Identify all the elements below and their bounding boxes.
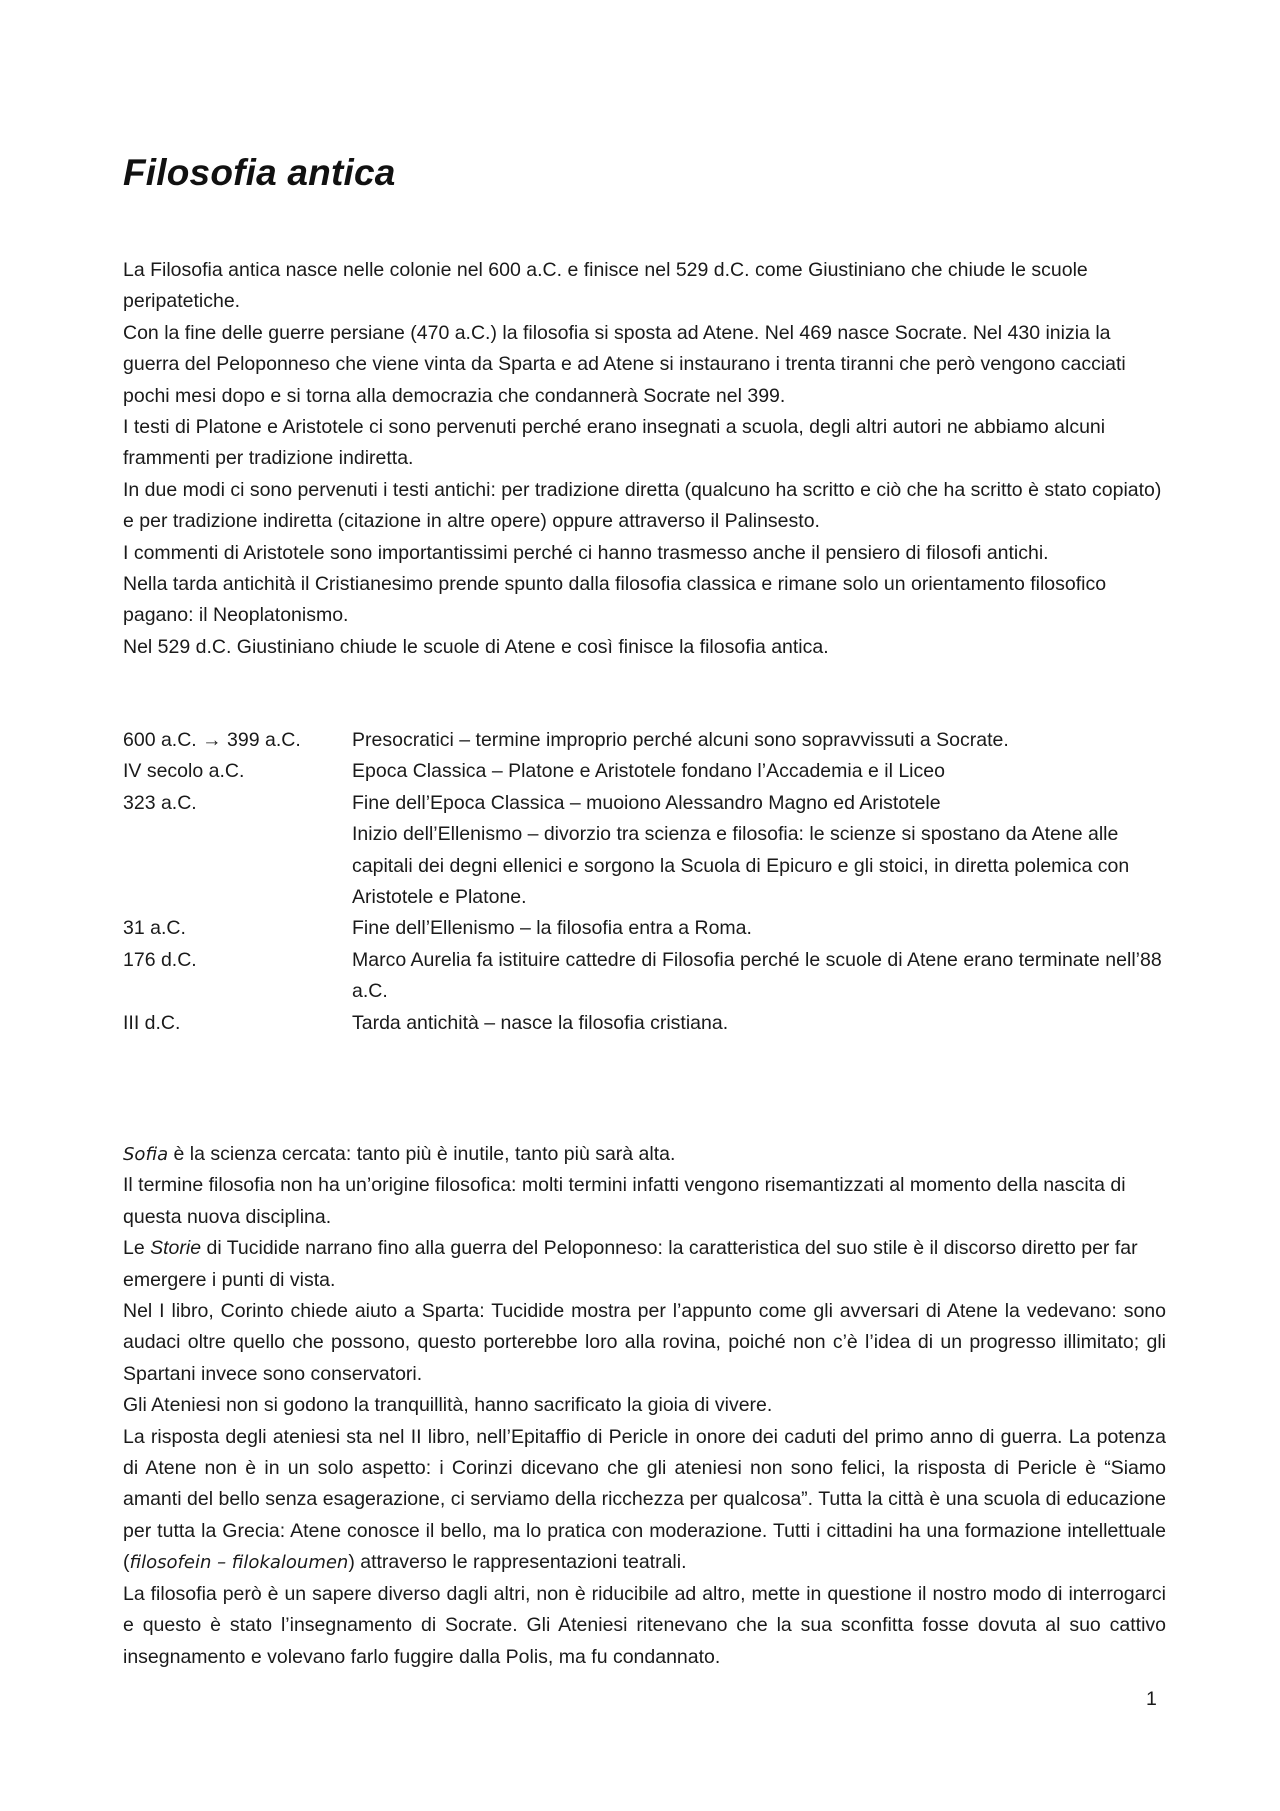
timeline-row	[123, 725, 1173, 756]
text-run: Le	[123, 1237, 151, 1260]
timeline-row	[123, 945, 1173, 1008]
text-run: ) attraverso le rappresentazioni teatrali.	[348, 1551, 687, 1574]
timeline-row	[123, 1008, 1173, 1039]
storie-paragraph	[123, 1233, 1166, 1296]
intro-paragraph: In due modi ci sono pervenuti i testi antichi: per tradizione diretta (qualcuno ha scritto e ciò che ha scritto è stato copiato) e per tradizione indiretta (citazione in altre opere) oppure attraverso il Palinsesto.	[123, 478, 1162, 533]
intro-paragraph: Nel 529 d.C. Giustiniano chiude le scuole di Atene e così finisce la filosofia antica.	[123, 635, 829, 658]
body-paragraph: Gli Ateniesi non si godono la tranquillità, hanno sacrificato la gioia di vivere.	[123, 1394, 773, 1417]
timeline-row	[123, 788, 1173, 819]
timeline-date: 323 a.C.	[123, 791, 197, 814]
body-paragraph: Il termine filosofia non ha un’origine filosofica: molti termini infatti vengono risemantizzati al momento della nascita di questa nuova disciplina.	[123, 1174, 1126, 1228]
timeline-description: Fine dell’Ellenismo – la filosofia entra a Roma.	[352, 917, 752, 940]
timeline-description: Inizio dell’Ellenismo – divorzio tra scienza e filosofia: le scienze si spostano da Atene alle capitali dei degni ellenici e sorgono la Scuola di Epicuro e gli stoici, in diretta polemica con Aristotele e Platone.	[352, 823, 1130, 909]
intro-section	[123, 255, 1163, 663]
timeline-description: Presocratici – termine improprio perché alcuni sono sopravvissuti a Socrate.	[352, 729, 1009, 751]
page-title: Filosofia antica	[123, 152, 396, 193]
sofia-paragraph	[123, 1139, 1166, 1170]
body-paragraph: La filosofia però è un sapere diverso dagli altri, non è riducibile ad altro, mette in questione il nostro modo di interrogarci e questo è stato l’insegnamento di Socrate. Gli Ateniesi ritenevano che la sua sconfitta fosse dovuta al suo cattivo insegnamento e volevano farlo fuggire dalla Polis, ma fu condannato.	[123, 1582, 1166, 1668]
timeline-description: Marco Aurelia fa istituire cattedre di Filosofia perché le scuole di Atene erano terminate nell’88 a.C.	[352, 948, 1162, 1003]
timeline-date	[123, 819, 352, 913]
text-run: La risposta degli ateniesi sta nel II libro, nell’Epitaffio di Pericle in onore dei caduti del primo anno di guerra. La potenza di Atene non è in un solo aspetto: i Corinzi dicevano che gli ateniesi non sono felici, la risposta di Pericle è “Siamo amanti del bello senza esagerazione, ci serviamo della ricchezza per qualcosa”. Tutta la città è una scuola di educazione per tutta la Grecia: Atene conosce il bello, ma lo pratica con moderazione. Tutti i cittadini ha una formazione intellettuale (	[123, 1425, 1166, 1574]
text-run: di Tucidide narrano fino alla guerra del Peloponneso: la caratteristica del suo stile è il discorso diretto per far emergere i punti di vista.	[123, 1237, 1138, 1291]
body-paragraph: Nel I libro, Corinto chiede aiuto a Sparta: Tucidide mostra per l’appunto come gli avversari di Atene la vedevano: sono audaci oltre quello che possono, questo porterebbe loro alla rovina, poiché non c’è l’idea di un progresso illimitato; gli Spartani invece sono conservatori.	[123, 1300, 1166, 1385]
sofia-definition: è la scienza cercata: tanto più è inutile, tanto più sarà alta.	[168, 1143, 676, 1165]
timeline-description: Fine dell’Epoca Classica – muoiono Alessandro Magno ed Aristotele	[352, 791, 941, 814]
timeline-date: 600 a.C. → 399 a.C.	[123, 729, 301, 751]
storie-title: Storie	[150, 1237, 202, 1260]
timeline-row	[123, 756, 1173, 787]
timeline-row	[123, 819, 1173, 913]
timeline-description: Tarda antichità – nasce la filosofia cristiana.	[352, 1011, 729, 1034]
intro-paragraph: I testi di Platone e Aristotele ci sono pervenuti perché erano insegnati a scuola, degli altri autori ne abbiamo alcuni frammenti per tradizione indiretta.	[123, 416, 1106, 470]
sofia-term: Sofia	[123, 1144, 169, 1165]
timeline-date: 176 d.C.	[123, 948, 197, 971]
intro-paragraph: I commenti di Aristotele sono importantissimi perché ci hanno trasmesso anche il pensiero di filosofi antichi.	[123, 541, 1049, 564]
timeline-date: III d.C.	[123, 1011, 181, 1034]
intro-paragraph: Con la fine delle guerre persiane (470 a.C.) la filosofia si sposta ad Atene. Nel 469 nasce Socrate. Nel 430 inizia la guerra del Peloponneso che viene vinta da Sparta e ad Atene si instaurano i trenta tiranni che però vengono cacciati pochi mesi dopo e si torna alla democrazia che condannerà Socrate nel 399.	[123, 321, 1126, 407]
timeline-date: 31 a.C.	[123, 917, 186, 940]
sofia-section	[123, 1139, 1166, 1673]
greek-terms: filosofein – filokaloumen	[129, 1552, 349, 1574]
page-number: 1	[1146, 1688, 1157, 1710]
timeline	[123, 725, 1173, 1039]
timeline-description: Epoca Classica – Platone e Aristotele fondano l’Accademia e il Liceo	[352, 760, 945, 783]
intro-paragraph: Nella tarda antichità il Cristianesimo prende spunto dalla filosofia classica e rimane solo un orientamento filosofico pagano: il Neoplatonismo.	[123, 573, 1107, 627]
timeline-row	[123, 913, 1173, 944]
intro-paragraph: La Filosofia antica nasce nelle colonie nel 600 a.C. e finisce nel 529 d.C. come Giustiniano che chiude le scuole peripatetiche.	[123, 259, 1088, 313]
timeline-date: IV secolo a.C.	[123, 760, 245, 783]
pericle-paragraph	[123, 1422, 1166, 1579]
